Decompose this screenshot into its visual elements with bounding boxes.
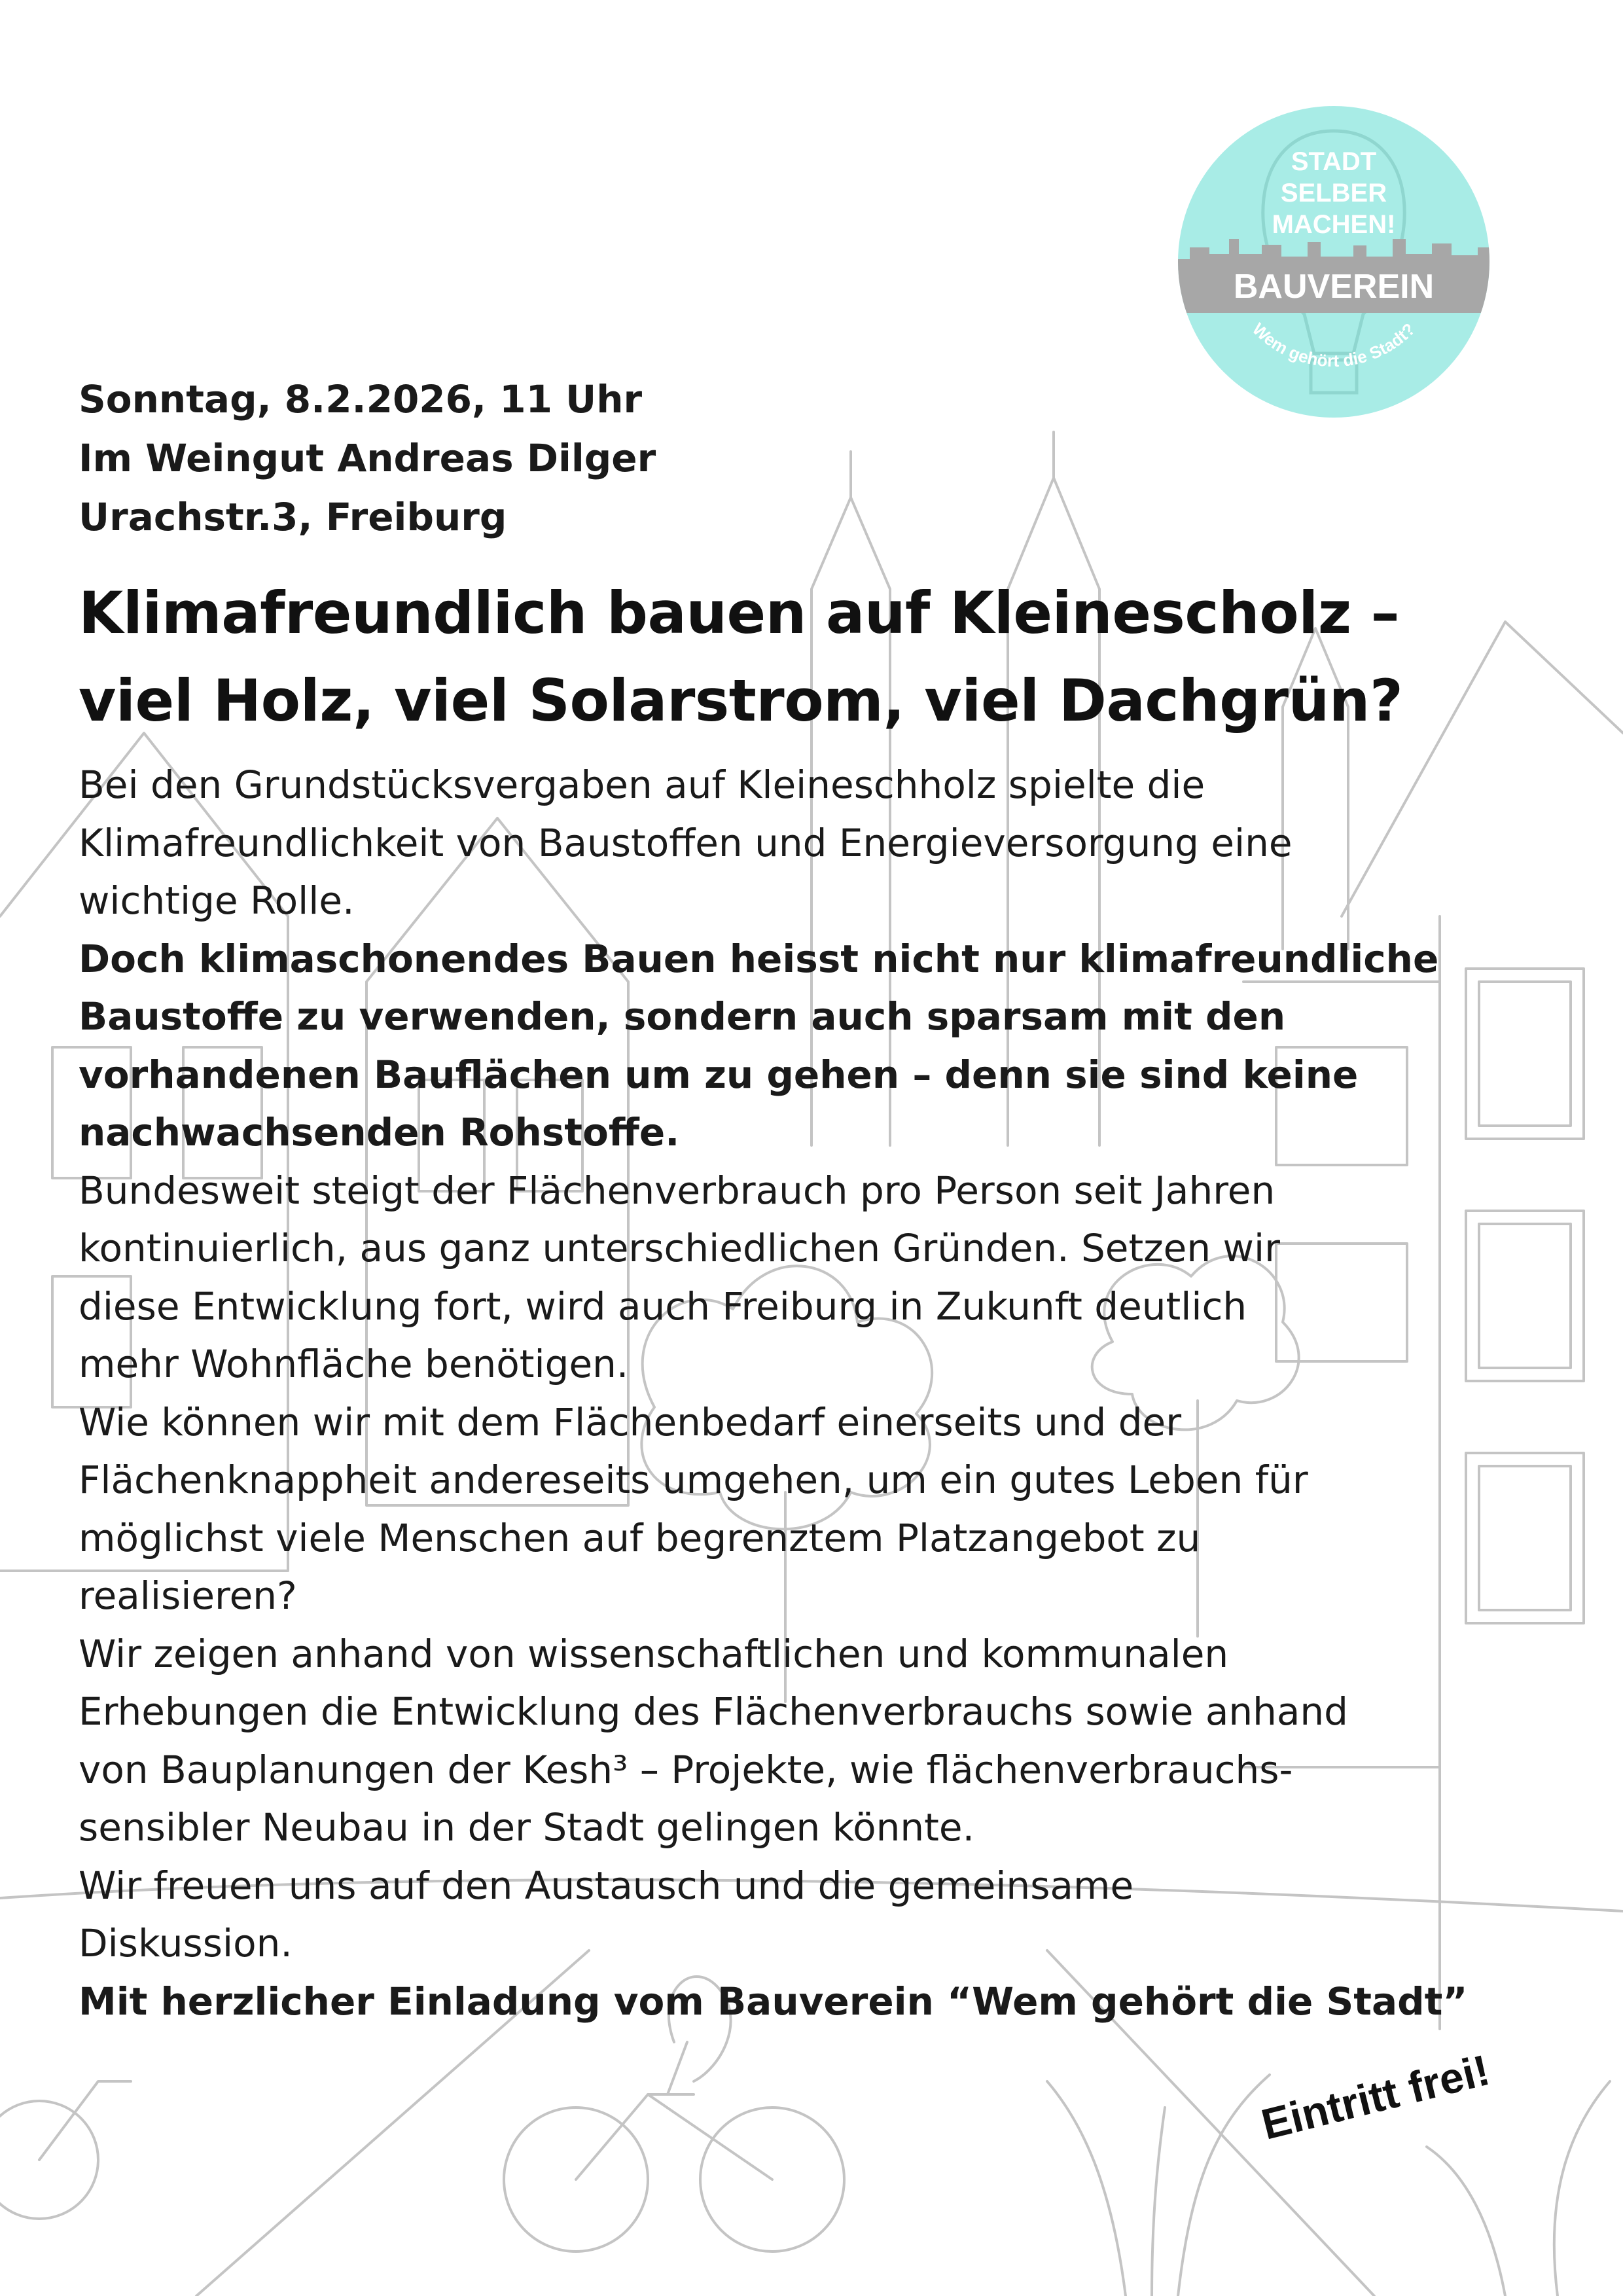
text-line: Bei den Grundstücksvergaben auf Kleineschholz spielte die: [79, 762, 1205, 807]
text-line: sensibler Neubau in der Stadt gelingen könnte.: [79, 1805, 975, 1850]
text-line: Doch klimaschonendes Bauen heisst nicht nur klimafreundliche: [79, 936, 1439, 981]
text-line: realisieren?: [79, 1573, 297, 1618]
paragraph-discussion: [79, 1857, 1584, 1973]
text-line: Flächenknappheit andereseits umgehen, um ein gutes Leben für: [79, 1458, 1308, 1502]
paragraph-trend: [79, 1162, 1584, 1393]
text-line: diese Entwicklung fort, wird auch Freiburg in Zukunft deutlich: [79, 1283, 1247, 1329]
text-line: Diskussion.: [79, 1921, 293, 1965]
text-line: Wir freuen uns auf den Austausch und die gemeinsame: [79, 1863, 1134, 1908]
paragraph-presentation: [79, 1625, 1584, 1857]
text-line: Baustoffe zu verwenden, sondern auch sparsam mit den: [79, 994, 1286, 1039]
logo-line-stadt: STADT: [1291, 147, 1377, 176]
body-text: [79, 756, 1584, 2030]
text-line: mehr Wohnfläche benötigen.: [79, 1342, 629, 1386]
text-line: Erhebungen die Entwicklung des Flächenverbrauchs sowie anhand: [79, 1689, 1348, 1734]
closing-invitation: Mit herzlicher Einladung vom Bauverein “Wem gehört die Stadt”: [79, 1979, 1468, 2024]
headline-line-1: Klimafreundlich bauen auf Kleinescholz –: [79, 579, 1400, 647]
text-line: wichtige Rolle.: [79, 878, 355, 923]
free-entry-stamp: Eintritt frei!: [1257, 2045, 1495, 2149]
text-line: Bundesweit steigt der Flächenverbrauch pro Person seit Jahren: [79, 1168, 1275, 1213]
text-line: vorhandenen Bauflächen um zu gehen – denn sie sind keine: [79, 1052, 1359, 1097]
event-address: Urachstr.3, Freiburg: [79, 495, 507, 539]
paragraph-emphasis: [79, 930, 1584, 1162]
text-line: Klimafreundlichkeit von Baustoffen und Energieversorgung eine: [79, 820, 1293, 865]
headline: [79, 569, 1571, 745]
event-date: Sonntag, 8.2.2026, 11 Uhr: [79, 377, 643, 422]
text-line: kontinuierlich, aus ganz unterschiedlichen Gründen. Setzen wir: [79, 1226, 1280, 1270]
paragraph-intro: [79, 756, 1584, 930]
text-line: Wie können wir mit dem Flächenbedarf einerseits und der: [79, 1399, 1182, 1444]
logo-line-selber: SELBER: [1280, 179, 1387, 207]
paragraph-question: [79, 1393, 1584, 1625]
text-line: von Bauplanungen der Kesh³ – Projekte, wie flächenverbrauchs-: [79, 1747, 1293, 1792]
event-venue: Im Weingut Andreas Dilger: [79, 436, 656, 480]
event-details: [79, 370, 656, 547]
plant-leaves: [1047, 2081, 1126, 2296]
logo-arc-textpath: Wem gehört die Stadt?: [1248, 319, 1419, 371]
logo-line-machen: MACHEN!: [1272, 210, 1396, 239]
text-line: Wir zeigen anhand von wissenschaftlichen und kommunalen: [79, 1631, 1229, 1676]
logo-band-text: BAUVEREIN: [1233, 268, 1435, 306]
text-line: möglichst viele Menschen auf begrenztem Platzangebot zu: [79, 1515, 1201, 1560]
bauverein-logo: [1170, 105, 1497, 419]
text-line: nachwachsenden Rohstoffe.: [79, 1110, 680, 1155]
headline-line-2: viel Holz, viel Solarstrom, viel Dachgrün?: [79, 667, 1403, 734]
